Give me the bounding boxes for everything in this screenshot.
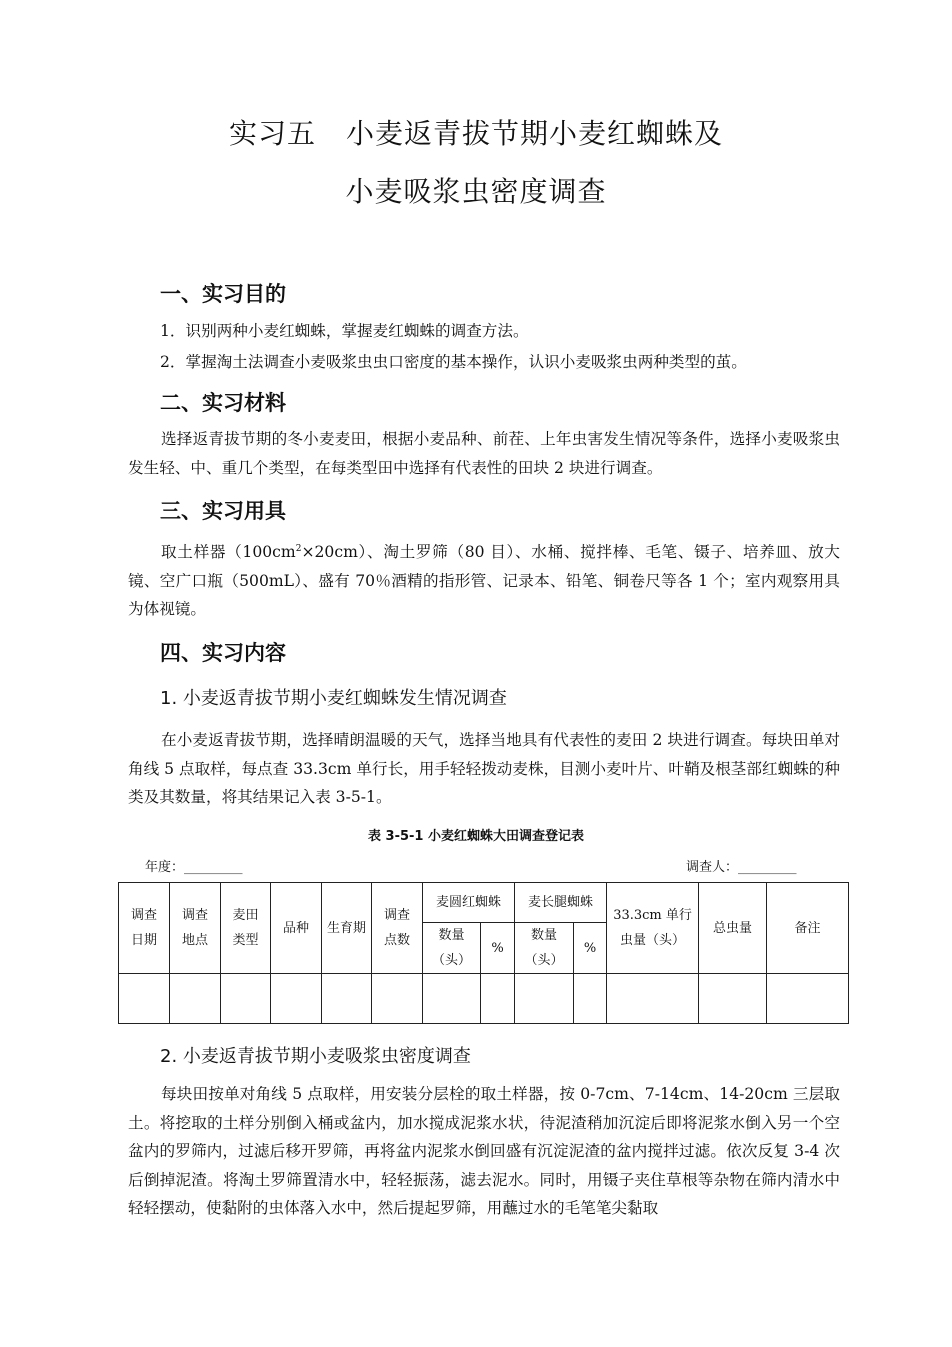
subsection-heading-1: 1. 小麦返青拔节期小麦红蜘蛛发生情况调查 [160,688,507,709]
header-survey-date: 调查 日期 [119,883,170,974]
header-field-type: 麦田 类型 [221,883,271,974]
purpose-item-2: 2．掌握淘土法调查小麦吸浆虫虫口密度的基本操作，认识小麦吸浆虫两种类型的茧。 [160,353,747,371]
header-survey-place: 调查 地点 [170,883,221,974]
table-cell [574,974,607,1024]
year-field: 年度：_________ [145,860,243,875]
table-cell [322,974,372,1024]
table-caption: 表 3-5-1 小麦红蜘蛛大田调查登记表 [368,829,584,844]
section-heading-purpose: 一、实习目的 [160,282,286,306]
section-heading-content: 四、实习内容 [160,641,286,665]
title-line-1 [0,112,952,152]
table-cell [423,974,481,1024]
header-note: 备注 [767,883,849,974]
header-wheat-longleg-mite: 麦长腿蜘蛛 [515,883,607,923]
table-cell [515,974,574,1024]
content-paragraph-2: 每块田按单对角线 5 点取样，用安装分层栓的取土样器，按 0-7cm、7-14cm、14-20cm 三层取土。将挖取的土样分别倒入桶或盆内，加水搅成泥浆水状，待泥渣稍加沉淀后即将泥浆水倒入另一个空盆内的罗筛内，过滤后移开罗筛，再将盆内泥浆水倒回盛有沉淀泥渣的盆内搅拌过滤。依次反复 3-4 次后倒掉泥渣。将淘土罗筛置清水中，轻轻振荡，滤去泥水。同时，用镊子夹住草根等杂物在筛内清水中轻轻摆动，使黏附的虫体落入水中，然后提起罗筛，用蘸过水的毛笔笔尖黏取 [128,1085,840,1217]
header-wheat-round-mite: 麦圆红蜘蛛 [423,883,515,923]
table-cell [119,974,170,1024]
section-heading-materials: 二、实习材料 [160,391,286,415]
table-cell [221,974,271,1024]
section-heading-tools: 三、实习用具 [160,499,286,523]
table-cell [767,974,849,1024]
title-main: 小麦返青拔节期小麦红蜘蛛及 [346,117,724,150]
title-prefix: 实习五 [228,117,316,150]
subsection-heading-2: 2. 小麦返青拔节期小麦吸浆虫密度调查 [160,1046,471,1067]
header-count-2: 数量（头） [515,923,574,974]
header-variety: 品种 [271,883,322,974]
title-line-2: 小麦吸浆虫密度调查 [345,175,607,208]
header-growth-stage: 生育期 [322,883,372,974]
header-row-count: 33.3cm 单行 虫量（头） [607,883,699,974]
table-cell [607,974,699,1024]
header-count-1: 数量（头） [423,923,481,974]
investigator-field: 调查人：_________ [686,860,797,875]
purpose-item-1: 1．识别两种小麦红蜘蛛，掌握麦红蜘蛛的调查方法。 [160,322,529,340]
header-total: 总虫量 [699,883,767,974]
table-cell [170,974,221,1024]
table-cell [372,974,423,1024]
header-pct-2: % [574,923,607,974]
header-pct-1: % [481,923,515,974]
table-row [119,974,849,1024]
tools-paragraph: 取土样器$(100cm^2\times 20cm)$、淘土罗筛（80 目）、水桶、搅拌棒、毛笔、镊子、培养皿、放大镜、空广口瓶（500mL）、盛有 70％酒精的指形管、记录本、铅笔、铜卷尺等各 1 个；室内观察用具为体视镜。 [128,543,840,619]
table-cell [271,974,322,1024]
record-table [118,882,849,1024]
materials-paragraph: 选择返青拔节期的冬小麦麦田，根据小麦品种、前茬、上年虫害发生情况等条件，选择小麦吸浆虫发生轻、中、重几个类型，在每类型田中选择有代表性的田块 2 块进行调查。 [128,430,840,477]
header-survey-points: 调查 点数 [372,883,423,974]
table-cell [481,974,515,1024]
content-paragraph-1: 在小麦返青拔节期，选择晴朗温暖的天气，选择当地具有代表性的麦田 2 块进行调查。每块田单对角线 5 点取样，每点查 33.3cm 单行长，用手轻轻拨动麦株，目测小麦叶片、叶鞘及根茎部红蜘蛛的种类及其数量，将其结果记入表 3-5-1。 [128,731,840,806]
table-cell [699,974,767,1024]
